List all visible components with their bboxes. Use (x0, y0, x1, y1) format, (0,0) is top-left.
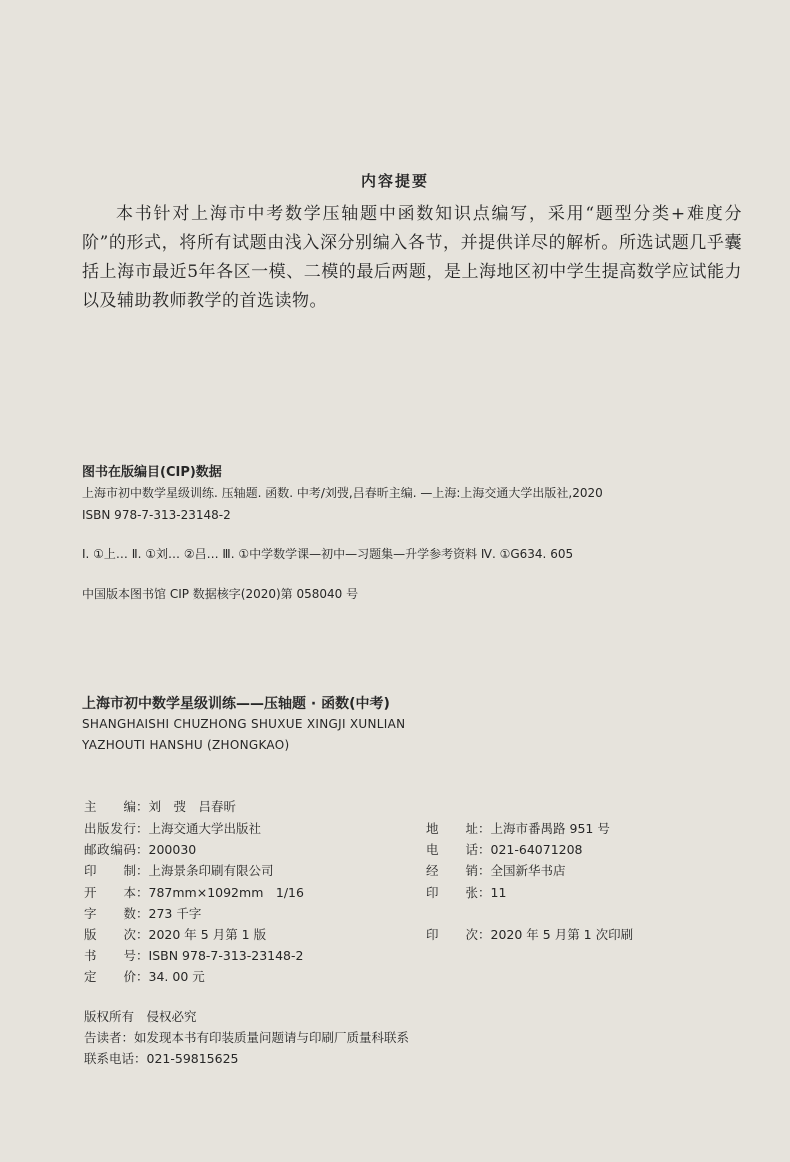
book-title-chinese: 上海市初中数学星级训练——压轴题 · 函数(中考) (82, 696, 390, 712)
info-value: 刘 弢 吕春昕 (148, 799, 237, 814)
cip-heading: 图书在版编目(CIP)数据 (82, 465, 222, 480)
cip-line-1: 上海市初中数学星级训练. 压轴题. 函数. 中考/刘弢,吕春昕主编. —上海:上海交通大学出版社,2020 (82, 486, 603, 500)
info-value: ISBN 978-7-313-23148-2 (148, 948, 304, 963)
info-label: 定 价 (84, 969, 136, 984)
info-printer: 印 制：上海景条印刷有限公司 (84, 863, 274, 878)
book-title-pinyin-1: SHANGHAISHI CHUZHONG SHUXUE XINGJI XUNLIAN (82, 717, 406, 731)
summary-paragraph: 本书针对上海市中考数学压轴题中函数知识点编写，采用“题型分类+难度分阶”的形式，将所有试题由浅入深分别编入各节，并提供详尽的解析。所选试题几乎囊括上海市最近5年各区一模、二模的最后两题，是上海地区初中学生提高数学应试能力以及辅助教师教学的首选读物。 (82, 204, 742, 311)
info-value: 上海市番禺路 951 号 (490, 821, 610, 836)
info-printing: 印 次：2020 年 5 月第 1 次印刷 (426, 927, 634, 942)
info-phone: 电 话：021-64071208 (426, 842, 583, 857)
info-label: 邮政编码 (84, 842, 136, 857)
info-label: 开 本 (84, 885, 136, 900)
info-value: 全国新华书店 (490, 863, 566, 878)
info-label: 版 次 (84, 927, 136, 942)
info-value: 273 千字 (148, 906, 202, 921)
contact-phone: 联系电话：021-59815625 (84, 1051, 239, 1066)
cip-line-3: Ⅰ. ①上… Ⅱ. ①刘… ②吕… Ⅲ. ①中学数学课—初中—习题集—升学参考资料 Ⅳ. ①G634. 605 (82, 547, 574, 561)
info-label: 字 数 (84, 906, 136, 921)
info-label: 地 址 (426, 821, 478, 836)
info-publisher: 出版发行：上海交通大学出版社 (84, 821, 262, 836)
info-address: 地 址：上海市番禺路 951 号 (426, 821, 610, 836)
info-label: 出版发行 (84, 821, 136, 836)
info-value: 787mm×1092mm 1/16 (148, 885, 304, 900)
info-value: 2020 年 5 月第 1 次印刷 (490, 927, 634, 942)
info-value: 34. 00 元 (148, 969, 205, 984)
info-distributor: 经 销：全国新华书店 (426, 863, 566, 878)
info-label: 印 次 (426, 927, 478, 942)
copyright-notice: 版权所有 侵权必究 (84, 1009, 197, 1024)
info-words: 字 数：273 千字 (84, 906, 202, 921)
summary-heading: 内容提要 (360, 172, 429, 190)
reader-notice: 告读者：如发现本书有印装质量问题请与印刷厂质量科联系 (84, 1030, 410, 1045)
summary-text (82, 200, 742, 316)
info-label: 经 销 (426, 863, 478, 878)
info-label: 电 话 (426, 842, 478, 857)
cip-line-4: 中国版本图书馆 CIP 数据核字(2020)第 058040 号 (82, 587, 359, 601)
info-edition: 版 次：2020 年 5 月第 1 版 (84, 927, 267, 942)
info-label: 印 制 (84, 863, 136, 878)
info-postcode: 邮政编码：200030 (84, 842, 197, 857)
info-value: 021-64071208 (490, 842, 583, 857)
info-sheets: 印 张：11 (426, 885, 507, 900)
info-isbn: 书 号：ISBN 978-7-313-23148-2 (84, 948, 304, 963)
info-format: 开 本：787mm×1092mm 1/16 (84, 885, 304, 900)
info-value: 11 (490, 885, 507, 900)
info-value: 上海交通大学出版社 (148, 821, 262, 836)
info-label: 书 号 (84, 948, 136, 963)
info-value: 200030 (148, 842, 197, 857)
info-value: 2020 年 5 月第 1 版 (148, 927, 267, 942)
info-value: 上海景条印刷有限公司 (148, 863, 274, 878)
info-label: 主 编 (84, 799, 136, 814)
info-price: 定 价：34. 00 元 (84, 969, 205, 984)
info-label: 印 张 (426, 885, 478, 900)
book-title-pinyin-2: YAZHOUTI HANSHU (ZHONGKAO) (82, 738, 290, 752)
info-editor: 主 编：刘 弢 吕春昕 (84, 799, 237, 814)
cip-line-2: ISBN 978-7-313-23148-2 (82, 508, 231, 522)
